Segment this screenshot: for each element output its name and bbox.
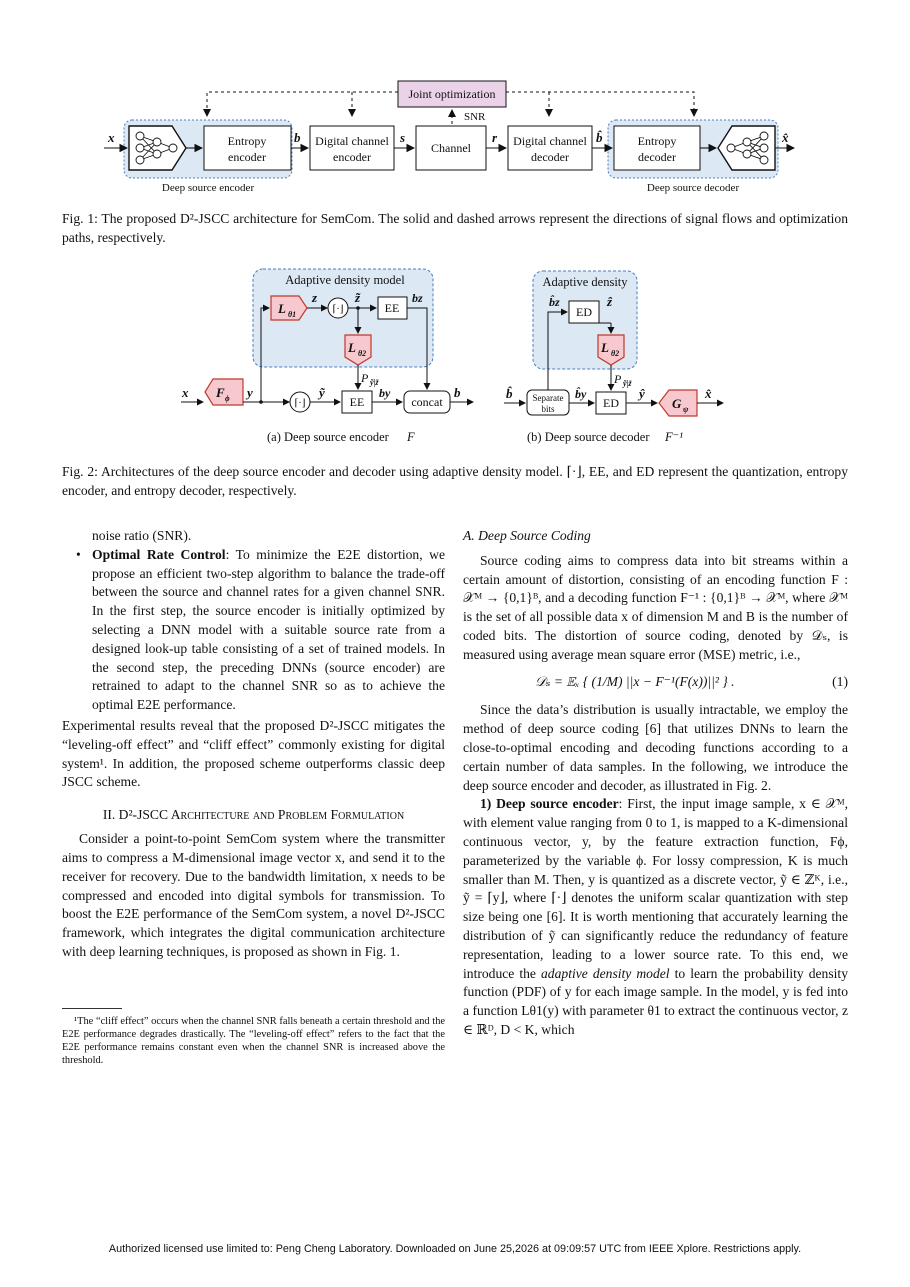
sig-by-hat-b: b̂y xyxy=(575,387,587,401)
digital-channel-decoder-label-1: Digital channel xyxy=(513,134,587,148)
sig-p-a: P xyxy=(361,371,369,385)
ed-top-label: ED xyxy=(576,305,592,319)
entropy-encoder-label-1: Entropy xyxy=(227,134,267,148)
g-psi-sub: ψ xyxy=(683,405,689,414)
right-p3 xyxy=(463,795,848,1039)
p3-title: 1) Deep source encoder xyxy=(480,796,619,812)
equation-number: (1) xyxy=(832,673,848,689)
left-p1: Experimental results reveal that the proposed D²-JSCC mitigates the “leveling-off effect” and “cliff effect” commonly existing for digital system¹. In addition, the proposed scheme outperforms classic deep JSCC scheme. xyxy=(62,717,445,790)
figure-1-diagram xyxy=(100,78,810,200)
footnote-rule xyxy=(62,1008,122,1009)
l-theta1-label: L xyxy=(278,301,286,316)
l-theta2-label: L xyxy=(348,340,356,355)
deep-source-decoder-label: Deep source decoder xyxy=(646,182,740,194)
l-theta2-b-label: L xyxy=(601,340,609,355)
subcaption-b-symbol: F⁻¹ xyxy=(665,430,683,444)
sig-by-a: by xyxy=(379,386,391,400)
quantizer-bottom-label: ⌈·⌋ xyxy=(294,398,306,409)
ee-top-label: EE xyxy=(384,301,400,315)
l-theta1-sub: θ1 xyxy=(288,310,297,319)
adaptive-density-title: Adaptive density xyxy=(542,275,628,289)
license-footer: Authorized licensed use limited to: Peng Cheng Laboratory. Downloaded on June 25,2026 at 09:09:57 UTC from IEEE Xplore. Restrictions apply. xyxy=(108,1243,802,1255)
signal-b-hat: b̂ xyxy=(596,130,603,145)
bullet-title: Optimal Rate Control xyxy=(92,546,226,562)
snr-label: SNR xyxy=(464,111,486,123)
equation-body: 𝒟ₛ = 𝔼ₓ { (1/M) ||x − F⁻¹(F(x))||² } . xyxy=(535,673,735,689)
signal-x-hat: x̂ xyxy=(782,130,789,145)
left-p0: noise ratio (SNR). xyxy=(92,528,192,543)
sig-x-a: x xyxy=(182,385,189,400)
concat-label: concat xyxy=(411,395,443,409)
sig-x-hat-b: x̂ xyxy=(705,386,712,401)
sig-y-hat-b: ŷ xyxy=(639,386,645,401)
signal-s: s xyxy=(400,130,406,145)
figure-2-caption: Fig. 2: Architectures of the deep source encoder and decoder using adaptive density model. ⌈·⌋, EE, and ED represent the quantization, entropy encoder, and entropy decoder, respectively. xyxy=(62,464,848,498)
deep-source-encoder-label: Deep source encoder xyxy=(161,182,255,194)
entropy-encoder-label-2: encoder xyxy=(228,150,266,164)
figure-1-caption: Fig. 1: The proposed D²-JSCC architecture for SemCom. The solid and dashed arrows represent the directions of signal flows and optimization paths, respectively. xyxy=(62,211,848,245)
l-theta2-sub: θ2 xyxy=(358,349,367,358)
entropy-decoder-label-2: decoder xyxy=(638,150,676,164)
f-phi-label: F xyxy=(216,385,225,400)
p3-text: : First, the input image sample, x ∈ 𝒳ᴹ, with element value ranging from 0 to 1, is mapped to a K-dimensional continuous vector, y, by the feature extraction function, Fϕ, parameterized by the variable ϕ. For lossy compression, K is much smaller than M. Then, y is quantized as a discrete vector, ỹ ∈ ℤᴷ, i.e., ỹ = ⌈y⌋, where ⌈·⌋ denotes the uniform scalar quantization with step size being one [6]. It is worth mentioning that accurately learning the distribution of ỹ can significantly reduce the redundancy of feature representation, leading to a lower source rate. To this end, we introduce the xyxy=(463,796,848,981)
entropy-decoder-label-1: Entropy xyxy=(637,134,677,148)
left-column xyxy=(62,527,445,962)
sig-p-sub-a: ỹ|z̃ xyxy=(370,378,379,387)
bullet-text: : To minimize the E2E distortion, we propose an efficient two-step algorithm to balance the trade-off between the source and channel rates for a given channel SNR. In the first step, the source encoder is initially optimized by selecting a DNN model with a suitable source rate from a designed look-up table consisting of a set of trained models. In the second step, the preceding DNNs (source encoder) are retrained to adapt to the channel SNR so as to achieve the optimal E2E performance. xyxy=(92,546,445,713)
digital-channel-encoder-label-2: encoder xyxy=(333,150,371,164)
digital-channel-encoder-label-1: Digital channel xyxy=(315,134,389,148)
sig-bz-a: bz xyxy=(412,291,423,305)
signal-b: b xyxy=(294,130,301,145)
separate-bits-label-1: Separate xyxy=(532,393,564,403)
section-heading: II. D²-JSCC Architecture and Problem Formulation xyxy=(102,807,405,823)
sig-z-tilde-a: z̃ xyxy=(355,290,361,305)
footnote: ¹The “cliff effect” occurs when the channel SNR falls beneath a certain threshold and the E2E performance degrades drastically. The “leveling-off effect” refers to the fact that the E2E performance remains constant even when the channel SNR is increased above the threshold. xyxy=(62,1016,445,1066)
sig-p-sub-b: ỹ|z̃ xyxy=(623,379,632,388)
sig-y-tilde-a: ỹ xyxy=(319,385,325,400)
joint-optimization-label: Joint optimization xyxy=(408,87,496,101)
ed-bottom-label: ED xyxy=(603,396,619,410)
signal-r: r xyxy=(492,130,498,145)
right-p1: Source coding aims to compress data into bit streams within a certain amount of distortion, consisting of an encoding function F : 𝒳ᴹ → {0,1}ᴮ, and a decoding function F⁻¹ : {0,1}ᴮ → 𝒳ᴹ, where 𝒳ᴹ is the set of all possible data x of dimension M and B is the number of coded bits. The distortion of source coding, denoted by 𝒟ₛ, is measured using average mean square error (MSE) metric, i.e., xyxy=(463,552,848,662)
adaptive-density-model-title: Adaptive density model xyxy=(285,273,405,287)
subcaption-a: (a) Deep source encoder xyxy=(267,430,389,444)
l-theta2-b-sub: θ2 xyxy=(611,349,620,358)
sig-bz-hat-b: b̂z xyxy=(549,295,560,309)
sig-z-hat-b: ẑ xyxy=(607,294,613,309)
right-p2: Since the data’s distribution is usually intractable, we employ the method of deep source coding [6] that utilizes DNNs to learn the close-to-optimal encoding and decoding functions according to a certain number of data samples. In the following, we introduce the deep source encoder and decoder, as illustrated in Fig. 2. xyxy=(463,702,848,793)
sig-y-a: y xyxy=(247,385,253,400)
signal-x: x xyxy=(108,130,115,145)
channel-label: Channel xyxy=(431,141,471,155)
figure-2-diagram xyxy=(175,266,755,448)
sig-b-hat-b: b̂ xyxy=(506,386,513,401)
ee-bottom-label: EE xyxy=(349,395,365,409)
sig-z-a: z xyxy=(312,290,318,305)
p3-emphasis: adaptive density model xyxy=(541,965,670,981)
bullet-optimal-rate-control: • Optimal Rate Control: To minimize the E2E distortion, we propose an efficient two-step algorithm to balance the trade-off between the source and channel rates for a given channel SNR. In the first step, the source encoder is initially optimized by selecting a DNN model with a suitable source rate from a designed look-up table consisting of a set of trained models. In the second step, the preceding DNNs (source encoder) are retrained to adapt to the channel SNR so as to achieve the optimal E2E performance. xyxy=(76,546,445,713)
subsection-heading: A. Deep Source Coding xyxy=(463,528,591,543)
quantizer-top-label: ⌈·⌋ xyxy=(332,304,344,315)
separate-bits-label-2: bits xyxy=(541,404,555,414)
equation-1 xyxy=(463,673,848,692)
subcaption-b: (b) Deep source decoder xyxy=(527,430,650,444)
sig-b-a: b xyxy=(454,385,461,400)
f-phi-sub: ϕ xyxy=(225,394,230,403)
left-p2: Consider a point-to-point SemCom system where the transmitter aims to compress a M-dimensional image vector x, and send it to the receiver for recovery. Due to the bandwidth limitation, x needs to be compressed and encoded into digital symbols for transmission. To boost the E2E performance of the SemCom system, a novel D²-JSCC framework, which integrates the digital communication architecture with deep learning techniques, is proposed as shown in Fig. 1. xyxy=(62,831,445,959)
digital-channel-decoder-label-2: decoder xyxy=(531,150,569,164)
g-psi-label: G xyxy=(672,396,682,411)
p3-end: to learn the probability density function (PDF) of y for each image sample. In the model, y is fed into a function Lθ1(y) with parameter θ1 to extract the continuous vector, z ∈ ℝᴰ, D < K, which xyxy=(463,965,848,1037)
subcaption-a-symbol: F xyxy=(407,430,415,444)
sig-p-b: P xyxy=(614,372,622,386)
right-column xyxy=(463,527,848,1040)
